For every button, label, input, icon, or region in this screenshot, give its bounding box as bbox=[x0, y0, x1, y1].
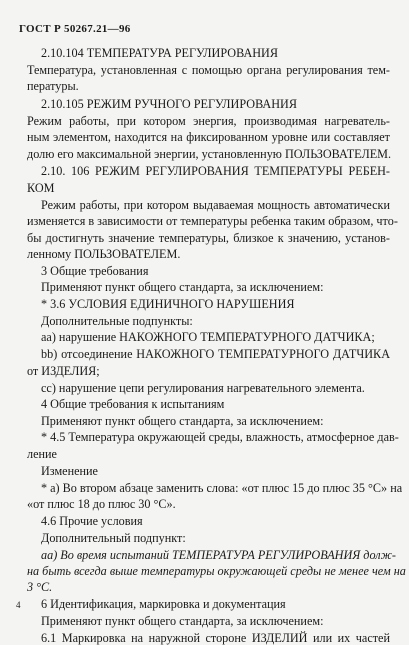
text-line: на быть всегда выше температуры окружающей среды не менее чем на bbox=[27, 564, 406, 578]
text-line: Дополнительные подпункты: bbox=[41, 314, 193, 328]
text-line: 4 Общие требования к испытаниям bbox=[41, 397, 225, 411]
text-line: Применяют пункт общего стандарта, за исключением: bbox=[41, 280, 324, 294]
text-line: cc) нарушение цепи регулирования нагревательного элемента. bbox=[41, 381, 365, 395]
text-line: ным элементом, находится на фиксированном уровне или составляет bbox=[27, 130, 390, 144]
text-line: bb) отсоединение НАКОЖНОГО ТЕМПЕРАТУРНОГО ДАТЧИКА bbox=[41, 347, 390, 361]
text-line: бы достигнуть значение температуры, близкое к значению, установ- bbox=[27, 231, 390, 245]
text-line: Режим работы, при котором выдаваемая мощность автоматически bbox=[41, 198, 390, 212]
text-line: изменяется в зависимости от температуры ребенка таким образом, что- bbox=[27, 214, 398, 228]
document-header: ГОСТ Р 50267.21—96 bbox=[19, 23, 131, 35]
text-line: 2.10.104 ТЕМПЕРАТУРА РЕГУЛИРОВАНИЯ bbox=[41, 46, 278, 60]
text-line: 2.10. 106 РЕЖИМ РЕГУЛИРОВАНИЯ ТЕМПЕРАТУРЫ РЕБЕН- bbox=[41, 164, 390, 178]
text-line: КОМ bbox=[27, 181, 55, 195]
text-line: 4.6 Прочие условия bbox=[41, 514, 143, 528]
text-line: Применяют пункт общего стандарта, за исключением: bbox=[41, 614, 324, 628]
text-line: ление bbox=[27, 447, 57, 461]
text-line: 3 Общие требования bbox=[41, 264, 149, 278]
text-line: долю его максимальной энергии, установленную ПОЛЬЗОВАТЕЛЕМ. bbox=[27, 147, 392, 161]
text-line: от ИЗДЕЛИЯ; bbox=[27, 364, 100, 378]
text-line: 6.1 Маркировка на наружной стороне ИЗДЕЛИЙ или их частей bbox=[41, 631, 390, 645]
text-line: 2.10.105 РЕЖИМ РУЧНОГО РЕГУЛИРОВАНИЯ bbox=[41, 97, 297, 111]
text-line: * а) Во втором абзаце заменить слова: «от плюс 15 до плюс 35 °С» на bbox=[41, 481, 403, 495]
text-line: aa) нарушение НАКОЖНОГО ТЕМПЕРАТУРНОГО ДАТЧИКА; bbox=[41, 330, 375, 344]
page-number: 4 bbox=[16, 600, 21, 610]
text-line: 6 Идентификация, маркировка и документация bbox=[41, 597, 286, 611]
text-line: Температура, установленная с помощью органа регулирования тем- bbox=[27, 63, 390, 77]
text-line: Режим работы, при котором энергия, производимая нагреватель- bbox=[27, 114, 390, 128]
text-line: аа) Во время испытаний ТЕМПЕРАТУРА РЕГУЛИРОВАНИЯ долж- bbox=[41, 548, 396, 562]
text-line: Применяют пункт общего стандарта, за исключением: bbox=[41, 414, 324, 428]
text-line: пературы. bbox=[27, 79, 79, 93]
text-line: * 4.5 Температура окружающей среды, влажность, атмосферное дав- bbox=[41, 430, 399, 444]
text-line: ленному ПОЛЬЗОВАТЕЛЕМ. bbox=[27, 247, 181, 261]
text-line: 3 °С. bbox=[27, 580, 53, 594]
text-line: * 3.6 УСЛОВИЯ ЕДИНИЧНОГО НАРУШЕНИЯ bbox=[41, 297, 295, 311]
text-line: «от плюс 18 до плюс 30 °С». bbox=[27, 497, 176, 511]
text-line: Изменение bbox=[41, 464, 98, 478]
text-line: Дополнительный подпункт: bbox=[41, 531, 186, 545]
